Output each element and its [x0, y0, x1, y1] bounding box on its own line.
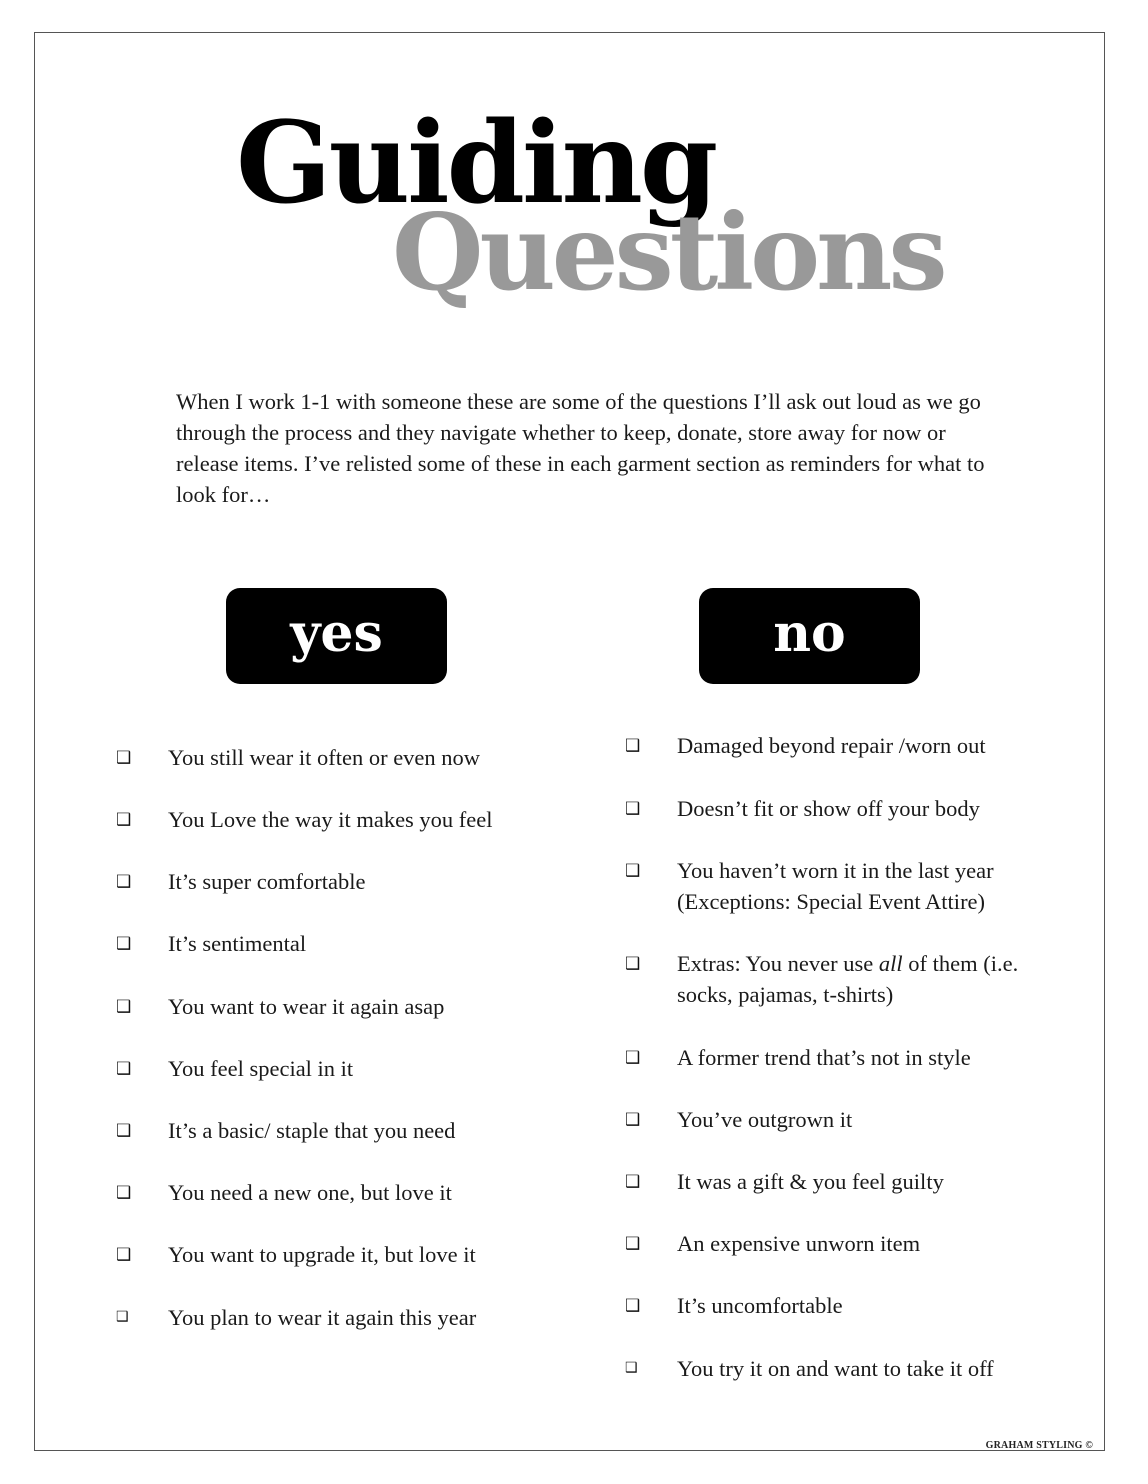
yes-list-item — [116, 804, 588, 835]
checkbox-icon[interactable]: ❑ — [625, 954, 641, 973]
yes-list-item — [116, 991, 588, 1022]
no-item-text: You’ve outgrown it — [677, 1107, 853, 1132]
yes-item-text: You want to wear it again asap — [168, 994, 445, 1019]
no-item-text-line2: socks, pajamas, t-shirts) — [677, 982, 894, 1007]
checkbox-icon[interactable]: ❑ — [625, 1361, 638, 1376]
title-questions: Questions — [392, 190, 944, 314]
checkbox-icon[interactable]: ❑ — [625, 1296, 641, 1315]
no-item-text: Damaged beyond repair /worn out — [677, 733, 986, 758]
no-list-item — [625, 1042, 1077, 1073]
footer-copyright: GRAHAM STYLING © — [985, 1440, 1093, 1451]
no-item-text: You haven’t worn it in the last year — [677, 858, 994, 883]
no-item-text — [677, 948, 1077, 979]
no-item-text: A former trend that’s not in style — [677, 1045, 971, 1070]
checkbox-icon[interactable]: ❑ — [116, 1245, 132, 1264]
checkbox-icon[interactable]: ❑ — [116, 872, 132, 891]
yes-item-text: It’s super comfortable — [168, 869, 366, 894]
checkbox-icon[interactable]: ❑ — [625, 861, 641, 880]
no-item-text: It’s uncomfortable — [677, 1293, 843, 1318]
yes-list-item — [116, 1302, 588, 1333]
checkbox-icon[interactable]: ❑ — [625, 1110, 641, 1129]
no-list-item — [625, 855, 1077, 917]
checkbox-icon[interactable]: ❑ — [625, 1172, 641, 1191]
yes-item-text: It’s sentimental — [168, 931, 307, 956]
no-list-item — [625, 793, 1077, 824]
yes-item-text: You want to upgrade it, but love it — [168, 1242, 476, 1267]
checkbox-icon[interactable]: ❑ — [116, 1183, 132, 1202]
yes-item-text: You still wear it often or even now — [168, 745, 481, 770]
checkbox-icon[interactable]: ❑ — [116, 934, 132, 953]
checkbox-icon[interactable]: ❑ — [116, 1310, 129, 1325]
yes-heading-label: yes — [290, 602, 383, 664]
title-guiding: Guiding — [236, 98, 716, 229]
checkbox-icon[interactable]: ❑ — [116, 1121, 132, 1140]
checkbox-icon[interactable]: ❑ — [625, 799, 641, 818]
yes-list-item — [116, 742, 588, 773]
no-item-text: An expensive unworn item — [677, 1231, 921, 1256]
no-item-text: You try it on and want to take it off — [677, 1356, 994, 1381]
checkbox-icon[interactable]: ❑ — [116, 997, 132, 1016]
checkbox-icon[interactable]: ❑ — [116, 1059, 132, 1078]
yes-item-text: You feel special in it — [168, 1056, 354, 1081]
checkbox-icon[interactable]: ❑ — [116, 748, 132, 767]
checkbox-icon[interactable]: ❑ — [625, 736, 641, 755]
yes-list-item — [116, 1115, 588, 1146]
no-list-item — [625, 1228, 1077, 1259]
yes-list-item — [116, 1239, 588, 1270]
no-list-item — [625, 1166, 1077, 1197]
yes-item-text: You need a new one, but love it — [168, 1180, 452, 1205]
no-list-item — [625, 1290, 1077, 1321]
no-heading-badge — [699, 588, 920, 684]
no-item-text: Doesn’t fit or show off your body — [677, 796, 980, 821]
no-item-text: It was a gift & you feel guilty — [677, 1169, 944, 1194]
no-item-text-post: of them (i.e. — [902, 951, 1019, 976]
no-list-item — [625, 730, 1077, 761]
no-heading-label: no — [773, 602, 846, 664]
intro-paragraph: When I work 1-1 with someone these are some of the questions I’ll ask out loud as we go through the process and they navigate whether to keep, donate, store away for now or release items. I’ve relisted some of these in each garment section as reminders for what to look for… — [176, 389, 985, 507]
checkbox-icon[interactable]: ❑ — [116, 810, 132, 829]
yes-item-text: You plan to wear it again this year — [168, 1305, 477, 1330]
yes-list-item — [116, 928, 588, 959]
no-list-item — [625, 1104, 1077, 1135]
yes-list-item — [116, 866, 588, 897]
yes-list-item — [116, 1177, 588, 1208]
yes-item-text: It’s a basic/ staple that you need — [168, 1118, 456, 1143]
no-item-text-line2: (Exceptions: Special Event Attire) — [677, 889, 986, 914]
yes-item-text: You Love the way it makes you feel — [168, 807, 493, 832]
no-item-text-pre: Extras: You never use — [677, 951, 879, 976]
yes-list-item — [116, 1053, 588, 1084]
checkbox-icon[interactable]: ❑ — [625, 1048, 641, 1067]
no-list-item — [625, 948, 1077, 1010]
checkbox-icon[interactable]: ❑ — [625, 1234, 641, 1253]
yes-heading-badge — [226, 588, 447, 684]
no-list-item — [625, 1353, 1077, 1384]
no-item-text-emphasis: all — [878, 951, 903, 976]
